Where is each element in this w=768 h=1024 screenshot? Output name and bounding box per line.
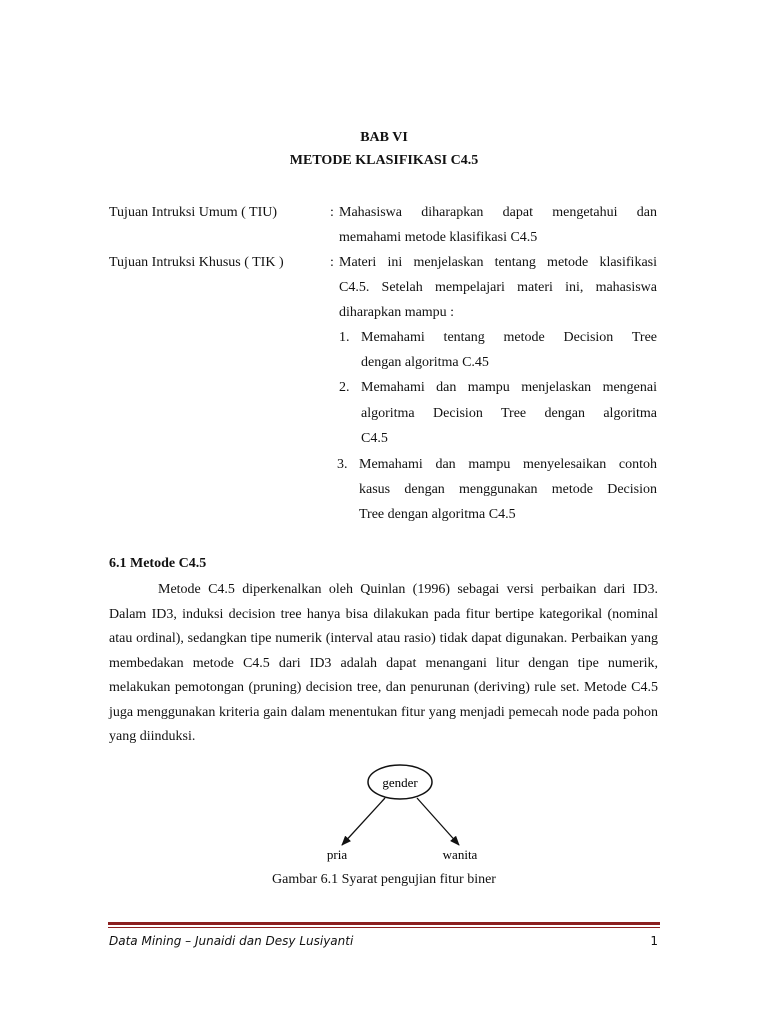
left-branch-arrow	[342, 798, 385, 845]
tik-item-3-number: 3.	[337, 457, 348, 472]
tik-item-1-line-2: dengan algoritma C.45	[361, 355, 489, 370]
tik-item-3-line-2: kasus dengan menggunakan metode Decision	[359, 482, 657, 497]
chapter-label: BAB VI	[360, 130, 408, 145]
tik-line-3: diharapkan mampu :	[339, 305, 455, 320]
right-branch-arrow	[417, 798, 459, 845]
tik-line-1: Materi ini menjelaskan tentang metode klasifikasi	[339, 255, 657, 270]
footer-rule-thick	[108, 922, 660, 925]
page-number: 1	[650, 934, 658, 948]
tik-label: Tujuan Intruksi Khusus ( TIK )	[109, 255, 284, 270]
tiu-line-2: memahami metode klasifikasi C4.5	[339, 230, 538, 245]
tik-item-2-line-3: C4.5	[361, 431, 388, 446]
section-heading: 6.1 Metode C4.5	[109, 556, 207, 571]
chapter-title: METODE KLASIFIKASI C4.5	[289, 153, 479, 168]
section-paragraph-text: Metode C4.5 diperkenalkan oleh Quinlan (1996) sebagai versi perbaikan dari ID3. Dalam ID3, induksi decision tree hanya bisa dilakukan pada fitur bertipe kategorikal (nominal atau ordinal), sedangkan tipe numerik (interval atau rasio) tidak dapat digunakan. Perbaikan yang membedakan metode C4.5 dari ID3 adalah dapat menangani litur dengan tipe numerik, melakukan pemotongan (pruning) decision tree, dan penurunan (deriving) rule set. Metode C4.5 juga menggunakan kriteria gain dalam menentukan fitur yang menjadi pemecah node pada pohon yang diinduksi.	[109, 582, 658, 744]
tik-line-2: C4.5. Setelah mempelajari materi ini, mahasiswa	[339, 280, 657, 295]
tiu-line-1: Mahasiswa diharapkan dapat mengetahui dan	[339, 205, 657, 220]
section-paragraph	[109, 578, 658, 750]
right-leaf-label: wanita	[442, 847, 478, 862]
tik-item-2-line-2: algoritma Decision Tree dengan algoritma	[361, 406, 657, 421]
tik-colon: :	[330, 255, 334, 270]
tik-item-1-number: 1.	[339, 330, 350, 345]
tik-item-2-line-1: Memahami dan mampu menjelaskan mengenai	[361, 380, 657, 395]
figure-caption: Gambar 6.1 Syarat pengujian fitur biner	[272, 872, 496, 887]
tiu-label: Tujuan Intruksi Umum ( TIU)	[109, 205, 277, 220]
decision-tree-figure	[315, 758, 495, 866]
root-node-label: gender	[382, 775, 418, 790]
tiu-colon: :	[330, 205, 334, 220]
tik-item-3-line-1: Memahami dan mampu menyelesaikan contoh	[359, 457, 657, 472]
tik-item-1-line-1: Memahami tentang metode Decision Tree	[361, 330, 657, 345]
left-leaf-label: pria	[326, 847, 348, 862]
tik-item-2-number: 2.	[339, 380, 350, 395]
footer-rule-thin	[108, 927, 660, 928]
tik-item-3-line-3: Tree dengan algoritma C4.5	[359, 507, 516, 522]
footer-text: Data Mining – Junaidi dan Desy Lusiyanti	[109, 934, 354, 948]
